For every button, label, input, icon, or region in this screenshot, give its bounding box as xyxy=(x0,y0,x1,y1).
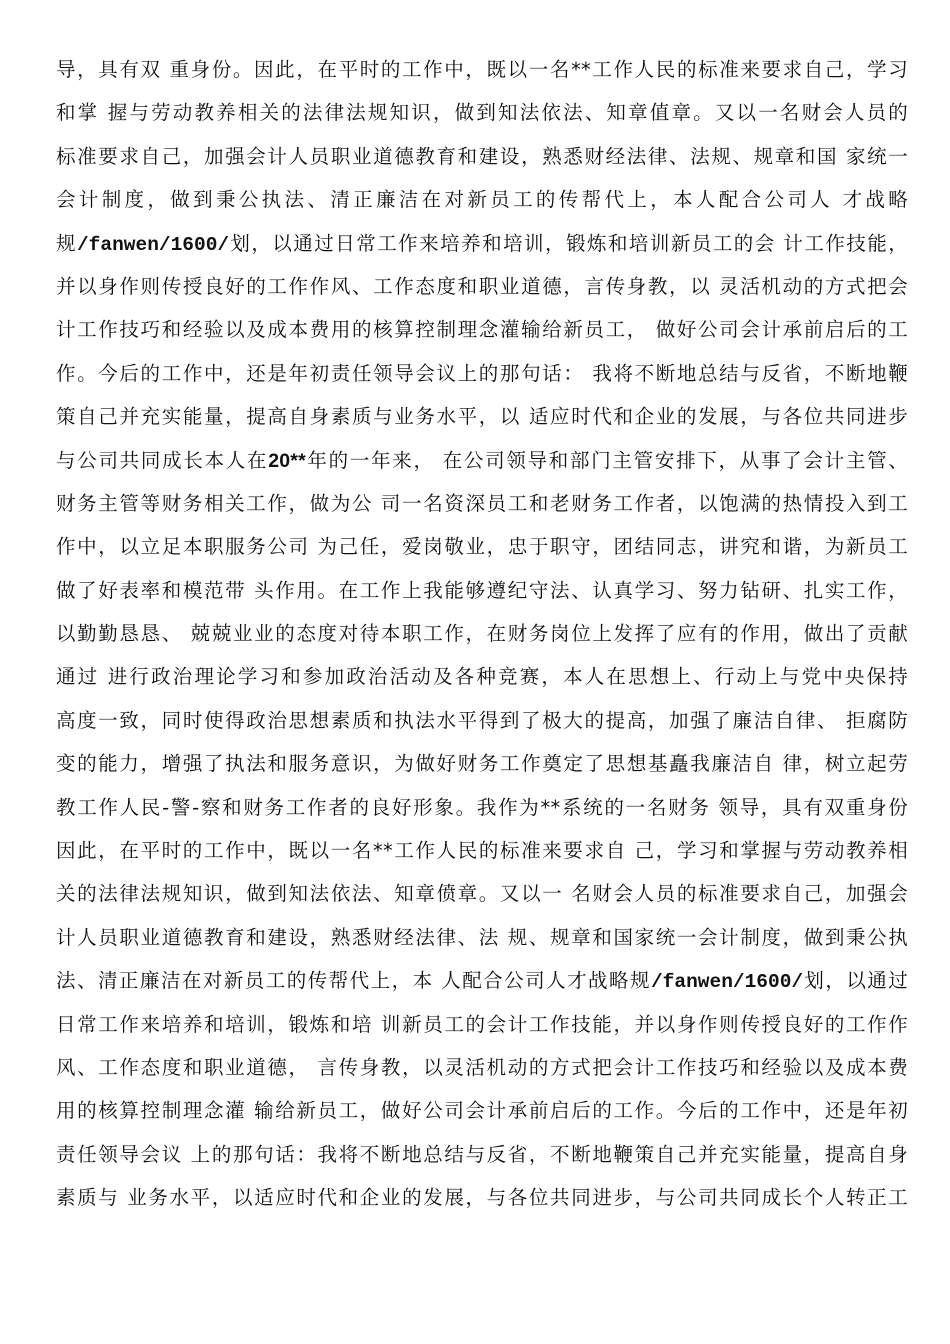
text-segment: 法、清正廉洁在对新员工的传帮代上，本 人配合公司人才战略规 xyxy=(56,969,651,993)
text-line: 风、工作态度和职业道德， 言传身教，以灵活机动的方式把会计工作技巧和经验以及成本费 xyxy=(56,1055,908,1079)
text-line: 财务主管等财务相关工作，做为公 司一名资深员工和老财务工作者，以饱满的热情投入到工 xyxy=(56,491,908,515)
text-line: 导，具有双 重身份。因此，在平时的工作中，既以一名**工作人民的标准来要求自己，学习 xyxy=(56,58,908,81)
text-line: 和掌 握与劳动教养相关的法律法规知识，做到知法依法、知章值章。又以一名财会人员的 xyxy=(56,101,908,125)
text-line: 作。今后的工作中，还是年初责任领导会议上的那句话： 我将不断地总结与反省，不断地鞭 xyxy=(56,361,908,385)
text-line: 日常工作来培养和培训，锻炼和培 训新员工的会计工作技能，并以身作则传授良好的工作作 xyxy=(56,1012,908,1036)
text-line: 通过 进行政治理论学习和参加政治活动及各种竞赛，本人在思想上、行动上与党中央保持 xyxy=(56,665,908,689)
text-line: 作中，以立足本职服务公司 为己任，爱岗敬业，忠于职守，团结同志，讲究和谐，为新员工 xyxy=(56,535,908,559)
text-line: 用的核算控制理念灌 输给新员工，做好公司会计承前启后的工作。今后的工作中，还是年初 xyxy=(56,1099,908,1123)
text-line: 以勤勤恳恳、 兢兢业业的态度对待本职工作，在财务岗位上发挥了应有的作用，做出了贡献 xyxy=(56,622,908,646)
text-line: 会计制度，做到秉公执法、清正廉洁在对新员工的传帮代上，本人配合公司人 才战略 xyxy=(56,188,908,212)
text-line: 关的法律法规知识，做到知法依法、知章偾章。又以一 名财会人员的标准要求自己，加强会 xyxy=(56,882,908,906)
url-fragment: /fanwen/1600/ xyxy=(650,971,804,994)
text-line: 做了好表率和模范带 头作用。在工作上我能够遵纪守法、认真学习、努力钻研、扎实工作， xyxy=(56,578,908,602)
text-line: 因此，在平时的工作中，既以一名**工作人民的标准来要求自 己，学习和掌握与劳动教养相 xyxy=(56,839,908,863)
text-line xyxy=(56,439,908,482)
text-line: 教工作人民-警-察和财务工作者的良好形象。我作为**系统的一名财务 领导，具有双重身份 xyxy=(56,795,908,819)
year-placeholder: 20** xyxy=(268,449,306,472)
text-line: 并以身作则传授良好的工作作风、工作态度和职业道德，言传身教，以 灵活机动的方式把会 xyxy=(56,274,908,298)
text-line: 计工作技巧和经验以及成本费用的核算控制理念灌输给新员工， 做好公司会计承前启后的工 xyxy=(56,318,908,342)
text-line: 高度一致，同时使得政治思想素质和执法水平得到了极大的提高，加强了廉洁自律、 拒腐防 xyxy=(56,708,908,732)
text-line: 计人员职业道德教育和建设，熟悉财经法律、法 规、规章和国家统一会计制度，做到秉公执 xyxy=(56,925,908,949)
text-segment: 划，以通过 xyxy=(803,969,908,993)
text-line: 标准要求自己，加强会计人员职业道德教育和建设，熟悉财经法律、法规、规章和国 家统一 xyxy=(56,144,908,168)
text-line: 策自己并充实能量，提高自身素质与业务水平，以 适应时代和企业的发展，与各位共同进步 xyxy=(56,405,908,429)
text-line xyxy=(56,222,908,265)
text-line: 变的能力，增强了执法和服务意识，为做好财务工作奠定了思想基矗我廉洁自 律，树立起劳 xyxy=(56,752,908,776)
text-segment: 与公司共同成长本人在 xyxy=(56,448,269,472)
document-page xyxy=(56,48,908,1220)
text-segment: 划，以通过日常工作来培养和培训，锻炼和培训新员工的会 计工作技能， xyxy=(229,231,908,255)
url-fragment: /fanwen/1600/ xyxy=(76,233,230,256)
text-line: 素质与 业务水平，以适应时代和企业的发展，与各位共同进步，与公司共同成长个人转正工 xyxy=(56,1186,908,1210)
text-line: 责任领导会议 上的那句话：我将不断地总结与反省，不断地鞭策自己并充实能量，提高自身 xyxy=(56,1142,908,1166)
text-segment: 年的一年来， 在公司领导和部门主管安排下，从事了会计主管、 xyxy=(305,448,908,472)
text-segment: 规 xyxy=(56,231,77,255)
text-line xyxy=(56,959,908,1002)
